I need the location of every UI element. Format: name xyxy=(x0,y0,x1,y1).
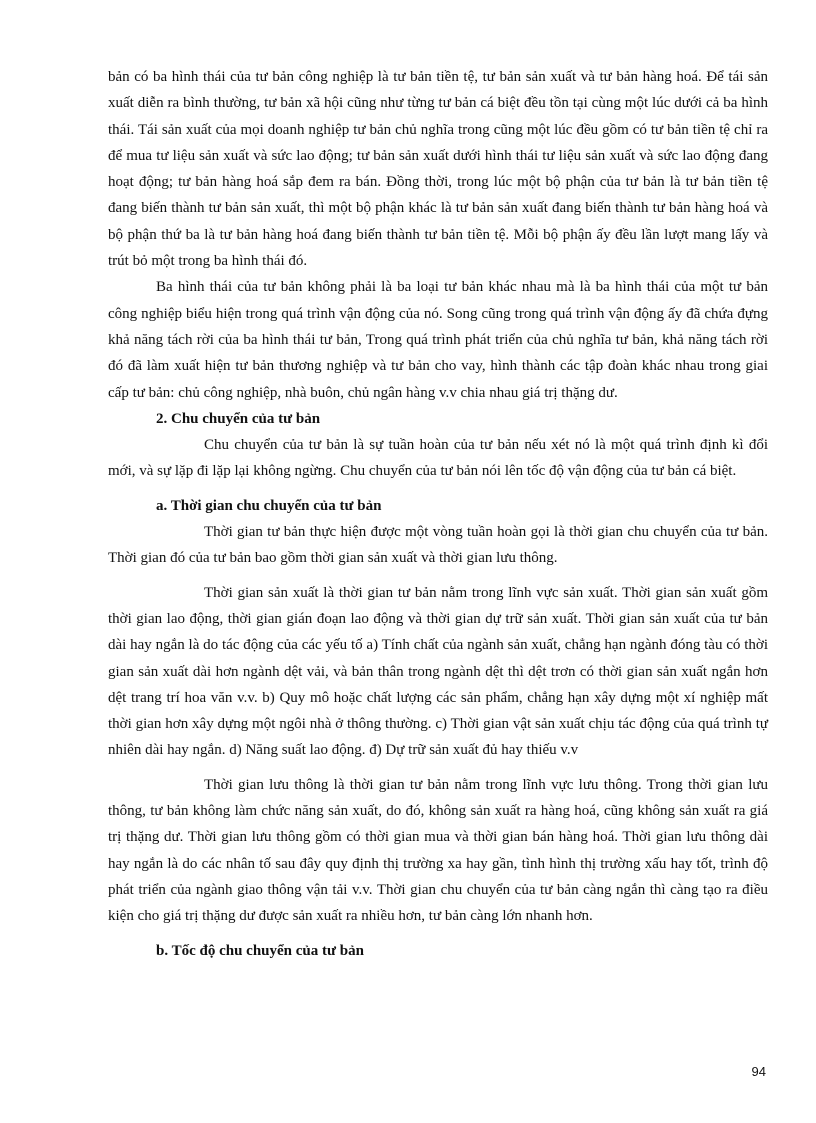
paragraph-production-time: Thời gian sản xuất là thời gian tư bản nằm trong lĩnh vực sản xuất. Thời gian sản xuất gồm thời gian lao động, thời gian gián đoạn lao động và thời gian dự trữ sản xuất. Thời gian sản xuất của tư bản dài hay ngắn là do tác động của các yếu tố a) Tính chất của ngành sản xuất, chẳng hạn ngành đóng tàu có thời gian sản xuất dài hơn ngành dệt vải, và bản thân trong ngành dệt thì dệt trơn có thời gian sản xuất ngắn hơn dệt trang trí hoa văn v.v. b) Quy mô hoặc chất lượng các sản phẩm, chẳng hạn xây dựng một xí nghiệp mất thời gian hơn xây dựng một ngôi nhà ở thông thường. c) Thời gian vật sản xuất chịu tác động của quá trình tự nhiên dài hay ngắn. d) Năng suất lao động. đ) Dự trữ sản xuất đủ hay thiếu v.v xyxy=(108,584,768,759)
page-number: 94 xyxy=(751,1064,766,1079)
paragraph-three-forms: Ba hình thái của tư bản không phải là ba loại tư bản khác nhau mà là ba hình thái của một tư bản công nghiệp biểu hiện trong quá trình vận động của nó. Song cũng trong quá trình vận động ấy đã chứa đựng khả năng tách rời của ba hình thái tư bản, Trong quá trình phát triển của chủ nghĩa tư bản, khả năng tách rời đó đã làm xuất hiện tư bản thương nghiệp và tư bản cho vay, hình thành các tập đoàn khác nhau trong giai cấp tư bản: chủ công nghiệp, nhà buôn, chủ ngân hàng v.v chia nhau giá trị thặng dư. xyxy=(108,279,768,401)
document-body xyxy=(108,64,768,964)
paragraph-circulation-time: Thời gian tư bản thực hiện được một vòng tuần hoàn gọi là thời gian chu chuyển của tư bản. Thời gian đó của tư bản bao gồm thời gian sản xuất và thời gian lưu thông. xyxy=(108,524,768,567)
paragraph-circulation-definition: Chu chuyển của tư bản là sự tuần hoàn của tư bản nếu xét nó là một quá trình định kì đổi mới, và sự lặp đi lặp lại không ngừng. Chu chuyển của tư bản nói lên tốc độ vận động của tư bản cá biệt. xyxy=(108,437,768,480)
heading-capital-circulation: 2. Chu chuyển của tư bản xyxy=(156,410,321,427)
paragraph-circulation-period: Thời gian lưu thông là thời gian tư bản nằm trong lĩnh vực lưu thông. Trong thời gian lưu thông, tư bản không làm chức năng sản xuất, do đó, không sản xuất ra hàng hoá, cũng không sản xuất ra giá trị thặng dư. Thời gian lưu thông gồm có thời gian mua và thời gian bán hàng hoá. Thời gian lưu thông dài hay ngắn là do các nhân tố sau đây quy định thị trường xa hay gần, tình hình thị trường xấu hay tốt, trình độ phát triển của ngành giao thông vận tải v.v. Thời gian chu chuyển của tư bản càng ngắn thì càng tạo ra điều kiện cho giá trị thặng dư được sản xuất ra nhiều hơn, tư bản càng lớn nhanh hơn. xyxy=(108,776,768,925)
heading-circulation-time: a. Thời gian chu chuyển của tư bản xyxy=(156,497,382,514)
heading-circulation-speed: b. Tốc độ chu chuyển của tư bản xyxy=(156,942,364,959)
paragraph-forms-of-capital: bản có ba hình thái của tư bản công nghiệp là tư bản tiền tệ, tư bản sản xuất và tư bản hàng hoá. Để tái sản xuất diễn ra bình thường, tư bản xã hội cũng như từng tư bản cá biệt đều tồn tại cùng một lúc dưới cả ba hình thái. Tái sản xuất của mọi doanh nghiệp tư bản chủ nghĩa trong cũng một lúc đều gồm có tư bản tiền tệ chỉ ra để mua tư liệu sản xuất và sức lao động; tư bản sản xuất dưới hình thái tư liệu sản xuất và sức lao động đang hoạt động; tư bản hàng hoá sắp đem ra bán. Đồng thời, trong lúc một bộ phận của tư bản là tư bản tiền tệ đang biến thành tư bản sản xuất, thì một bộ phận khác là tư bản sản xuất đang biến thành tư bản hàng hoá và bộ phận thứ ba là tư bản hàng hoá đang biến thành tư bản tiền tệ. Mỗi bộ phận ấy đều lần lượt mang lấy và trút bỏ một trong ba hình thái đó. xyxy=(108,69,768,270)
